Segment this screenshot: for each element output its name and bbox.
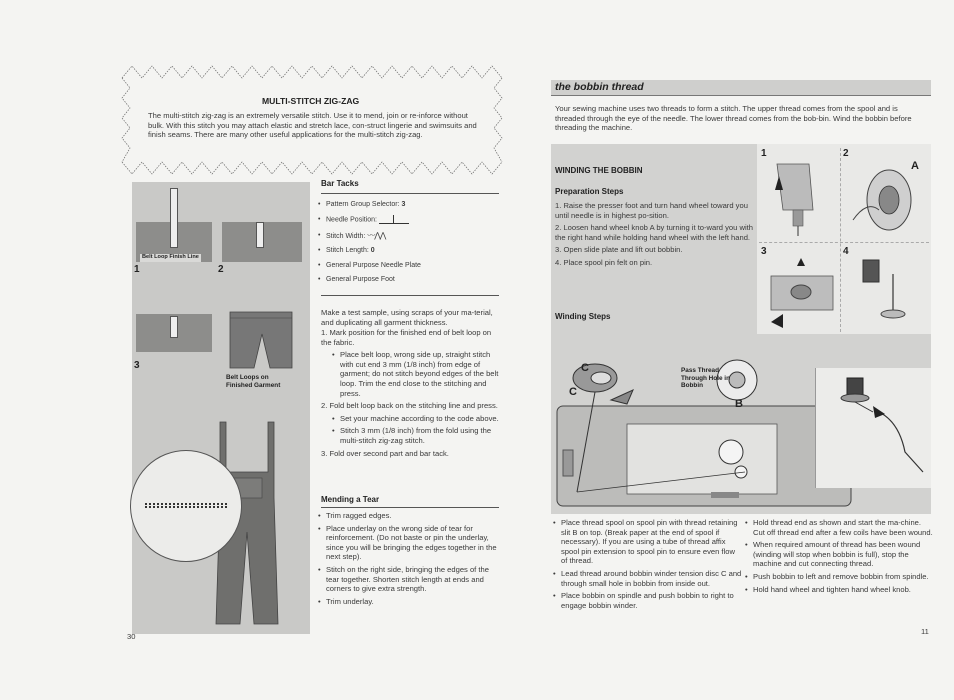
label-C-top: C: [581, 362, 589, 374]
prep-steps-list: [555, 201, 755, 271]
mending-item-4: • Trim underlay.: [316, 597, 502, 607]
grid-divider-h: [759, 242, 929, 243]
prep-step-1: 1. Raise the presser foot and turn hand wheel toward you until needle is in highest po-sition.: [555, 201, 748, 220]
belt-loop-strip-3: [170, 316, 178, 338]
winding-col2-item-1: • Hold thread end as shown and start the ma-chine. Cut off thread end after a few coils have been wound.: [743, 518, 933, 537]
handwheel-illustration: [849, 160, 925, 238]
illus-num-4: 4: [843, 246, 849, 257]
mending-list: [316, 511, 502, 609]
machine-settings-list: [316, 200, 496, 288]
illus-label-A: A: [911, 160, 919, 172]
winding-col1-item-2: • Lead thread around bobbin winder tension disc C and through small hole in bobbin from inside out.: [551, 569, 743, 588]
figure-number-1: 1: [134, 264, 140, 275]
winding-col-2: [743, 518, 933, 597]
belt-loop-finish-line-label: Belt Loop Finish Line: [142, 254, 199, 260]
right-page: [477, 0, 954, 700]
illus-num-2: 2: [843, 148, 849, 159]
pants-illustration: [226, 308, 296, 370]
bar-tacks-rule-top: [321, 193, 499, 194]
bar-tacks-step-1: 1. Mark position for the finished end of belt loop on the fabric.: [321, 328, 492, 347]
setting-needle-position: • Needle Position:: [316, 215, 496, 225]
winding-col2-item-4: • Hold hand wheel and tighten hand wheel knob.: [743, 585, 933, 595]
label-B: B: [735, 398, 743, 410]
prep-step-3: 3. Open slide plate and lift out bobbin.: [555, 245, 683, 255]
label-C-bottom: C: [569, 386, 577, 398]
spool-pin-illustration: [849, 254, 925, 332]
step2-sub-2: • Stitch 3 mm (1/8 inch) from the fold using the multi-stitch zig-zag stitch.: [331, 426, 503, 445]
winding-col2-item-3: • Push bobbin to left and remove bobbin from spindle.: [743, 572, 933, 582]
bar-tacks-rule-bottom: [321, 295, 499, 296]
right-page-number: 11: [921, 627, 929, 636]
left-page-number: 30: [127, 632, 136, 641]
bar-tacks-steps: [321, 328, 503, 458]
zigzag-mend-line: [145, 503, 227, 508]
hand-winding-illustration: [819, 372, 929, 484]
pass-thread-label: Pass Thread Through Hole in Bobbin: [681, 367, 730, 390]
bobbin-intro: Your sewing machine uses two threads to form a stitch. The upper thread comes from the spool and is threaded through the eye of the needle. The lower thread comes from the bob-bin. Wind the bobbin before threading the machine.: [555, 104, 912, 133]
belt-loops-garment-label: Belt Loops on Finished Garment: [226, 374, 281, 389]
setting-foot: • General Purpose Foot: [316, 275, 496, 285]
belt-loop-strip-1: [170, 188, 178, 248]
step2-sub-1: • Set your machine according to the code above.: [331, 414, 503, 424]
illus-num-1: 1: [761, 148, 767, 159]
figure-number-2: 2: [218, 264, 224, 275]
mending-detail-circle: [130, 450, 242, 562]
mending-heading: Mending a Tear: [321, 495, 380, 504]
illustration-panel: [132, 182, 310, 634]
prep-step-2: 2. Loosen hand wheel knob A by turning it to-ward you with the right hand while holding hand wheel with the left hand.: [555, 223, 753, 242]
mending-item-1: • Trim ragged edges.: [316, 511, 502, 521]
mending-item-2: • Place underlay on the wrong side of tear for reinforcement. (Do not baste or pin the underlay, since you will be bringing the edges together in the next step).: [316, 524, 502, 562]
illus-num-3: 3: [761, 246, 767, 257]
section-title: the bobbin thread: [555, 81, 644, 93]
mending-item-3: • Stitch on the right side, bringing the edges of the tear together. Shorten stitch length at ends and corners to give extra strength.: [316, 565, 502, 594]
bar-tacks-step-3: 3. Fold over second part and bar tack.: [321, 448, 449, 458]
bar-tacks-step-2: 2. Fold belt loop back on the stitching line and press.: [321, 401, 498, 411]
slide-plate-illustration: [767, 256, 837, 330]
bar-tacks-intro: Make a test sample, using scraps of your ma-terial, and duplicating all garment thickness.: [321, 308, 493, 327]
setting-pattern-group: • Pattern Group Selector: 3: [316, 200, 496, 210]
belt-loop-strip-2: [256, 222, 264, 248]
bar-tacks-heading: Bar Tacks: [321, 179, 359, 188]
stitch-width-icon: 〰⋀⋀: [367, 230, 386, 240]
needle-illustration: [769, 160, 833, 240]
setting-stitch-length: • Stitch Length: 0: [316, 246, 496, 256]
winding-col2-item-2: • When required amount of thread has been wound (winding will stop when bobbin is full), stop the machine and cut connecting thread.: [743, 540, 933, 569]
winding-heading: WINDING THE BOBBIN: [555, 166, 643, 175]
winding-col-1: [551, 518, 743, 613]
prep-step-4: 4. Place spool pin felt on pin.: [555, 257, 653, 267]
winding-col1-item-3: • Place bobbin on spindle and push bobbin to right to engage bobbin winder.: [551, 591, 743, 610]
winding-col1-item-1: • Place thread spool on spool pin with thread retaining slit B on top. (Break paper at the end of spool if necessary). If you are using a tube of thread affix spool pin extension to spool pin to ensure even flow of thread.: [551, 518, 743, 566]
needle-position-icon: [379, 215, 409, 224]
box-title: MULTI-STITCH ZIG-ZAG: [262, 96, 360, 106]
mending-rule: [321, 507, 499, 508]
box-body: The multi-stitch zig-zag is an extremely versatile stitch. Use it to mend, join or re-inforce without bulk. With this stitch you may attach elastic and stretch lace, con-struct lingerie and swimsuits and finish seams. There are many other useful applications for the multi-stitch zig-zag.: [148, 111, 477, 140]
grid-divider-v: [840, 148, 841, 332]
prep-heading: Preparation Steps: [555, 187, 624, 196]
step1-sub-1: • Place belt loop, wrong side up, straight stitch with cut end 3 mm (1/8 inch) from edge of garment; do not stitch beyond edges of the belt loop. Trim the end close to the stitching and press.: [331, 350, 503, 398]
setting-needle-plate: • General Purpose Needle Plate: [316, 261, 496, 271]
setting-stitch-width: • Stitch Width: 〰⋀⋀: [316, 231, 496, 242]
winding-steps-heading: Winding Steps: [555, 312, 611, 321]
figure-number-3: 3: [134, 360, 140, 371]
